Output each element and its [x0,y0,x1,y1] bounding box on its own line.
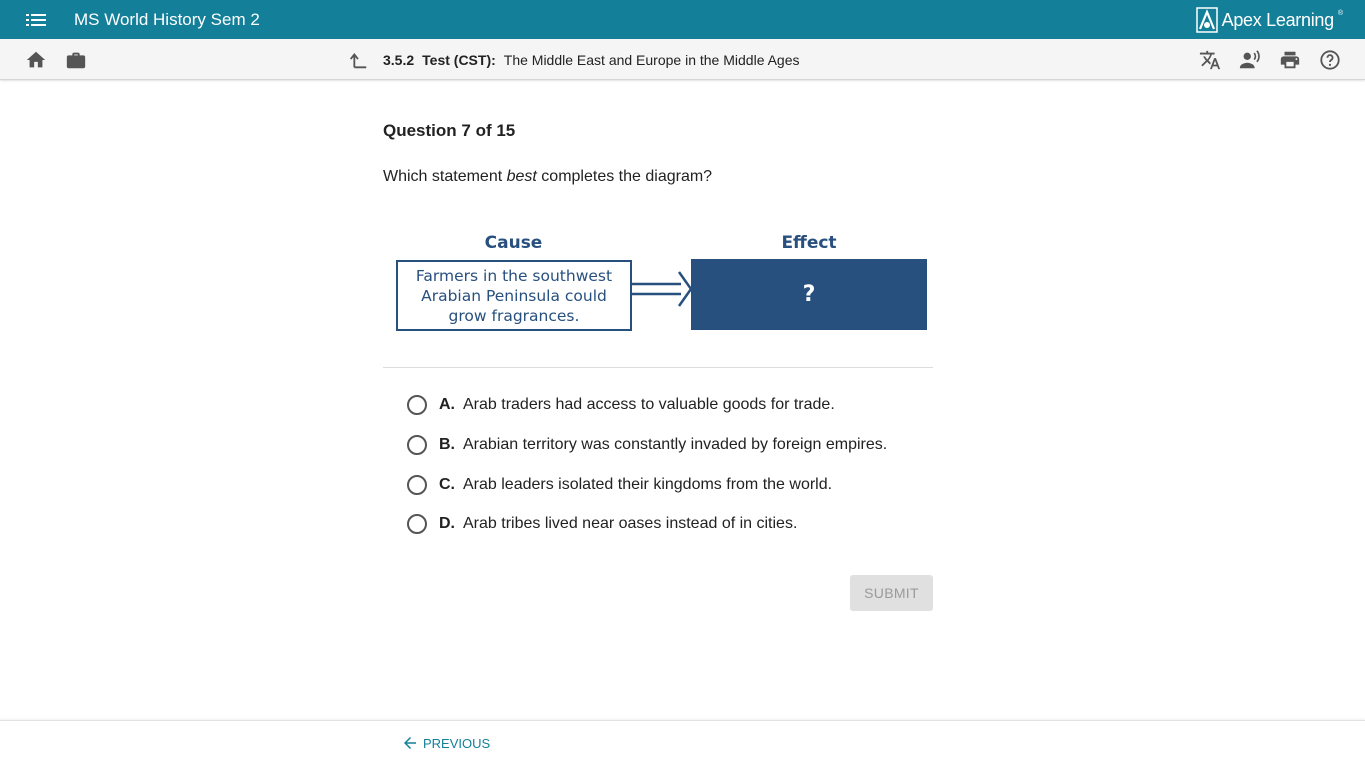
previous-button[interactable] [401,734,490,752]
text-to-speech-icon[interactable] [1239,49,1261,71]
translate-icon[interactable] [1199,49,1221,71]
question-count: Question 7 of 15 [383,121,516,140]
cause-effect-diagram [383,230,933,336]
arrow-left-icon [401,734,419,752]
cause-to-effect-arrow-icon [631,270,693,312]
radio-button[interactable] [407,514,427,534]
previous-label: PREVIOUS [423,735,491,751]
prompt-text-start: Which statement [383,168,507,185]
radio-button[interactable] [407,395,427,415]
choice-text: Arab traders had access to valuable goods for trade. [463,396,835,413]
submit-button[interactable]: SUBMIT [850,575,933,611]
choice-text: Arab tribes lived near oases instead of in cities. [463,515,798,532]
choice-letter: D. [439,515,455,532]
choice-text: Arabian territory was constantly invaded by foreign empires. [463,436,888,453]
prompt-emphasis: best [506,168,537,185]
choice-text: Arab leaders isolated their kingdoms from the world. [463,476,833,493]
choice-letter: B. [439,436,455,453]
radio-button[interactable] [407,435,427,455]
choice-c[interactable] [407,470,832,500]
choice-a[interactable] [407,390,835,420]
course-title: MS World History Sem 2 [74,10,260,29]
lesson-toolbar [0,39,1365,80]
cause-label: Cause [484,233,543,253]
lesson-heading [383,52,800,68]
radio-button[interactable] [407,475,427,495]
top-header [0,0,1365,39]
divider [383,367,933,368]
menu-list-icon[interactable] [26,11,46,29]
help-icon[interactable] [1319,49,1341,71]
home-icon[interactable] [25,49,47,71]
choice-b[interactable] [407,430,887,460]
print-icon[interactable] [1279,49,1301,71]
apex-learning-logo [1196,6,1343,34]
effect-label: Effect [781,233,837,253]
lesson-number: 3.5.2 [383,52,415,68]
up-arrow-icon[interactable] [347,49,369,71]
choice-letter: A. [439,396,455,413]
apex-logo-icon [1196,7,1218,33]
lesson-kind: Test (CST): [422,52,496,68]
lesson-title: The Middle East and Europe in the Middle Ages [503,52,800,68]
footer-nav [0,720,1365,767]
brand-trademark: ® [1337,10,1343,17]
choice-letter: C. [439,476,455,493]
question-prompt [383,168,712,186]
cause-box: Farmers in the southwest Arabian Peninsula could grow fragrances. [396,260,632,331]
prompt-text-end: completes the diagram? [536,168,713,185]
briefcase-icon[interactable] [65,49,87,71]
choice-d[interactable] [407,509,797,539]
effect-box: ? [691,259,927,330]
brand-name: Apex Learning [1221,9,1334,30]
